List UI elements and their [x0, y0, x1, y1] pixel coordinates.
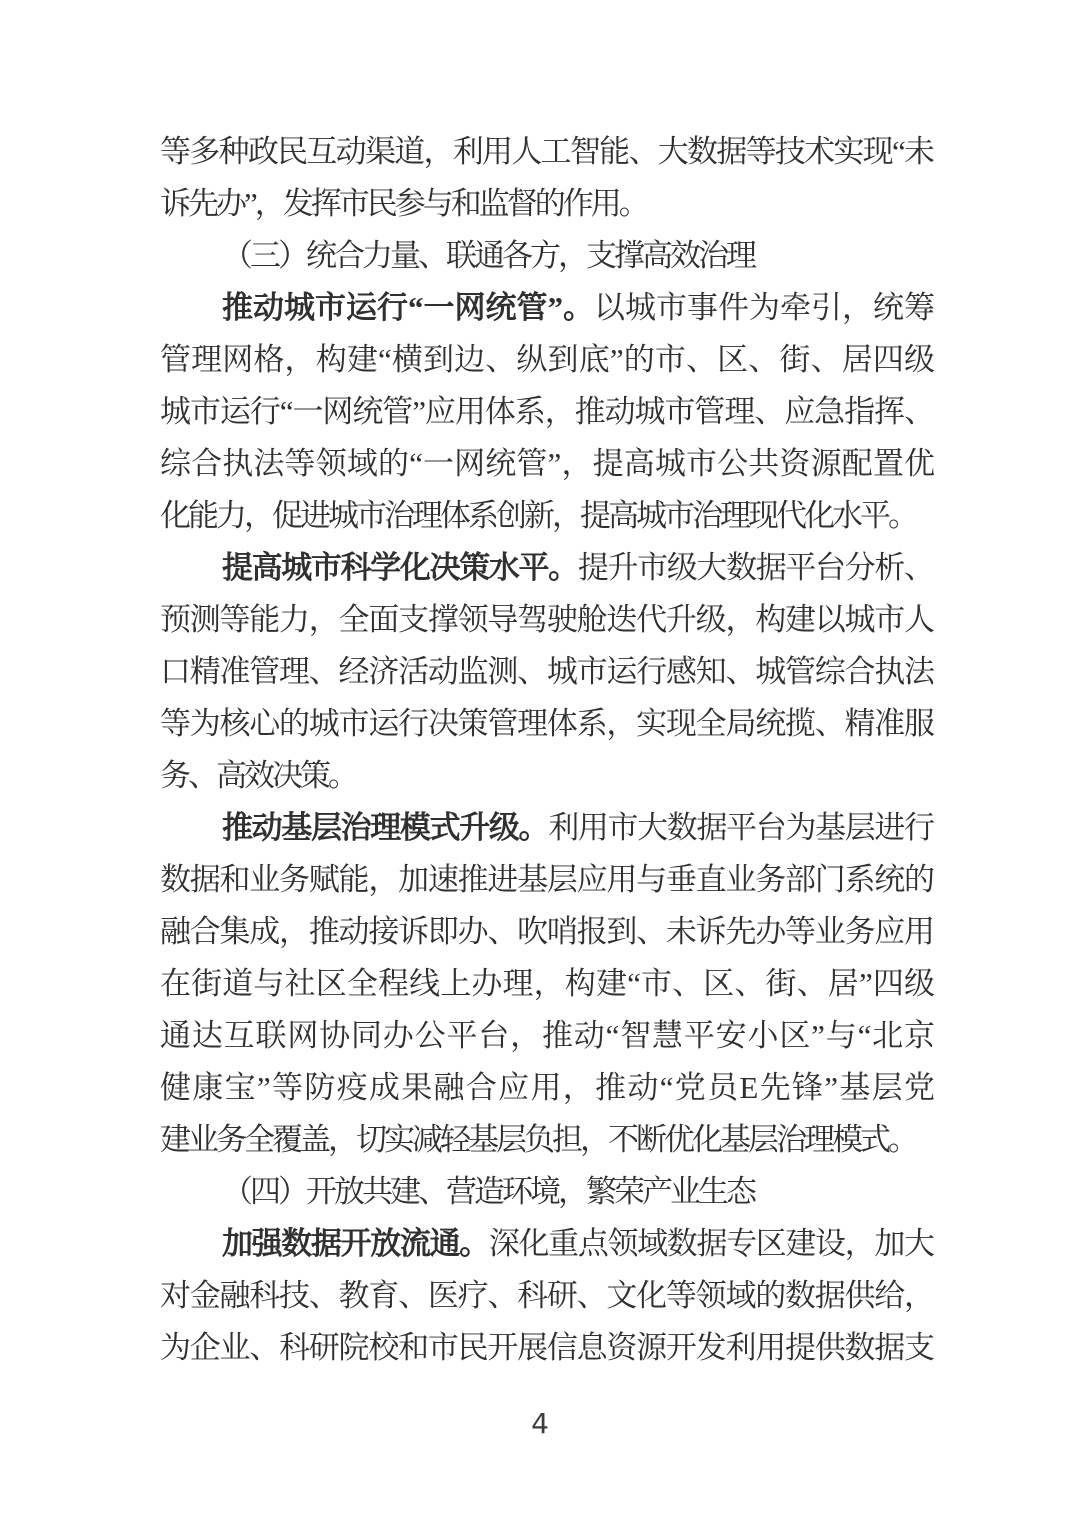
paragraph-lead-bold: 推动城市运行“一网统管”。 — [222, 290, 594, 325]
section-heading — [160, 1166, 932, 1218]
paragraph-text: 融合集成，推动接诉即办、吹哨报到、未诉先办等业务应用 — [160, 914, 932, 949]
text-line — [160, 750, 932, 802]
paragraph-text: 通达互联网协同办公平台，推动“智慧平安小区”与“北京 — [160, 1018, 932, 1053]
paragraph-lead-bold: 加强数据开放流通。 — [222, 1226, 489, 1261]
page-number: 4 — [531, 1407, 549, 1440]
paragraph-text: 数据和业务赋能，加速推进基层应用与垂直业务部门系统的 — [160, 862, 932, 897]
paragraph-text: 诉先办”，发挥市民参与和监督的作用。 — [160, 186, 647, 221]
paragraph-text: 等多种政民互动渠道，利用人工智能、大数据等技术实现“未 — [160, 134, 932, 169]
paragraph-text: 为企业、科研院校和市民开展信息资源开发利用提供数据支 — [160, 1330, 932, 1365]
text-line — [160, 282, 932, 334]
paragraph-text: 预测等能力，全面支撑领导驾驶舱迭代升级，构建以城市人 — [160, 602, 932, 637]
paragraph-text: 建业务全覆盖，切实减轻基层负担，不断优化基层治理模式。 — [160, 1122, 916, 1157]
paragraph-text: 对金融科技、教育、医疗、科研、文化等领域的数据供给， — [160, 1278, 932, 1313]
text-line — [160, 1114, 932, 1166]
text-line — [160, 698, 932, 750]
text-line — [160, 1270, 932, 1322]
paragraph-text: （三）统合力量、联通各方，支撑高效治理 — [222, 238, 754, 273]
text-line — [160, 490, 932, 542]
paragraph-text: 综合执法等领域的“一网统管”，提高城市公共资源配置优 — [160, 446, 932, 481]
paragraph-text: （四）开放共建、营造环境，繁荣产业生态 — [222, 1174, 754, 1209]
text-line — [160, 906, 932, 958]
paragraph-lead-bold: 推动基层治理模式升级。 — [222, 810, 549, 845]
text-line — [160, 594, 932, 646]
paragraph-text: 务、高效决策。 — [160, 758, 356, 793]
paragraph-text: 口精准管理、经济活动监测、城市运行感知、城管综合执法 — [160, 654, 932, 689]
paragraph-text: 提升市级大数据平台分析、 — [577, 550, 933, 585]
text-line — [160, 178, 932, 230]
text-line — [160, 542, 932, 594]
text-line — [160, 126, 932, 178]
section-heading — [160, 230, 932, 282]
text-line — [160, 646, 932, 698]
paragraph-text: 城市运行“一网统管”应用体系，推动城市管理、应急指挥、 — [160, 394, 932, 429]
paragraph-text: 健康宝”等防疫成果融合应用，推动“党员E先锋”基层党 — [160, 1070, 932, 1105]
paragraph-text: 以城市事件为牵引，统筹 — [594, 290, 932, 325]
paragraph-text: 深化重点领域数据专区建设，加大 — [488, 1226, 933, 1261]
paragraph-text: 化能力，促进城市治理体系创新，提高城市治理现代化水平。 — [160, 498, 916, 533]
paragraph-text: 在街道与社区全程线上办理，构建“市、区、街、居”四级 — [160, 966, 932, 1001]
text-line — [160, 386, 932, 438]
text-line — [160, 438, 932, 490]
text-line — [160, 1322, 932, 1374]
text-line — [160, 854, 932, 906]
paragraph-lead-bold: 提高城市科学化决策水平。 — [222, 550, 578, 585]
text-line — [160, 958, 932, 1010]
text-line — [160, 1010, 932, 1062]
document-body — [160, 126, 932, 1374]
paragraph-text: 管理网格，构建“横到边、纵到底”的市、区、街、居四级 — [160, 342, 932, 377]
paragraph-text: 利用市大数据平台为基层进行 — [548, 810, 933, 845]
text-line — [160, 334, 932, 386]
text-line — [160, 1062, 932, 1114]
paragraph-text: 等为核心的城市运行决策管理体系，实现全局统揽、精准服 — [160, 706, 932, 741]
text-line — [160, 1218, 932, 1270]
text-line — [160, 802, 932, 854]
